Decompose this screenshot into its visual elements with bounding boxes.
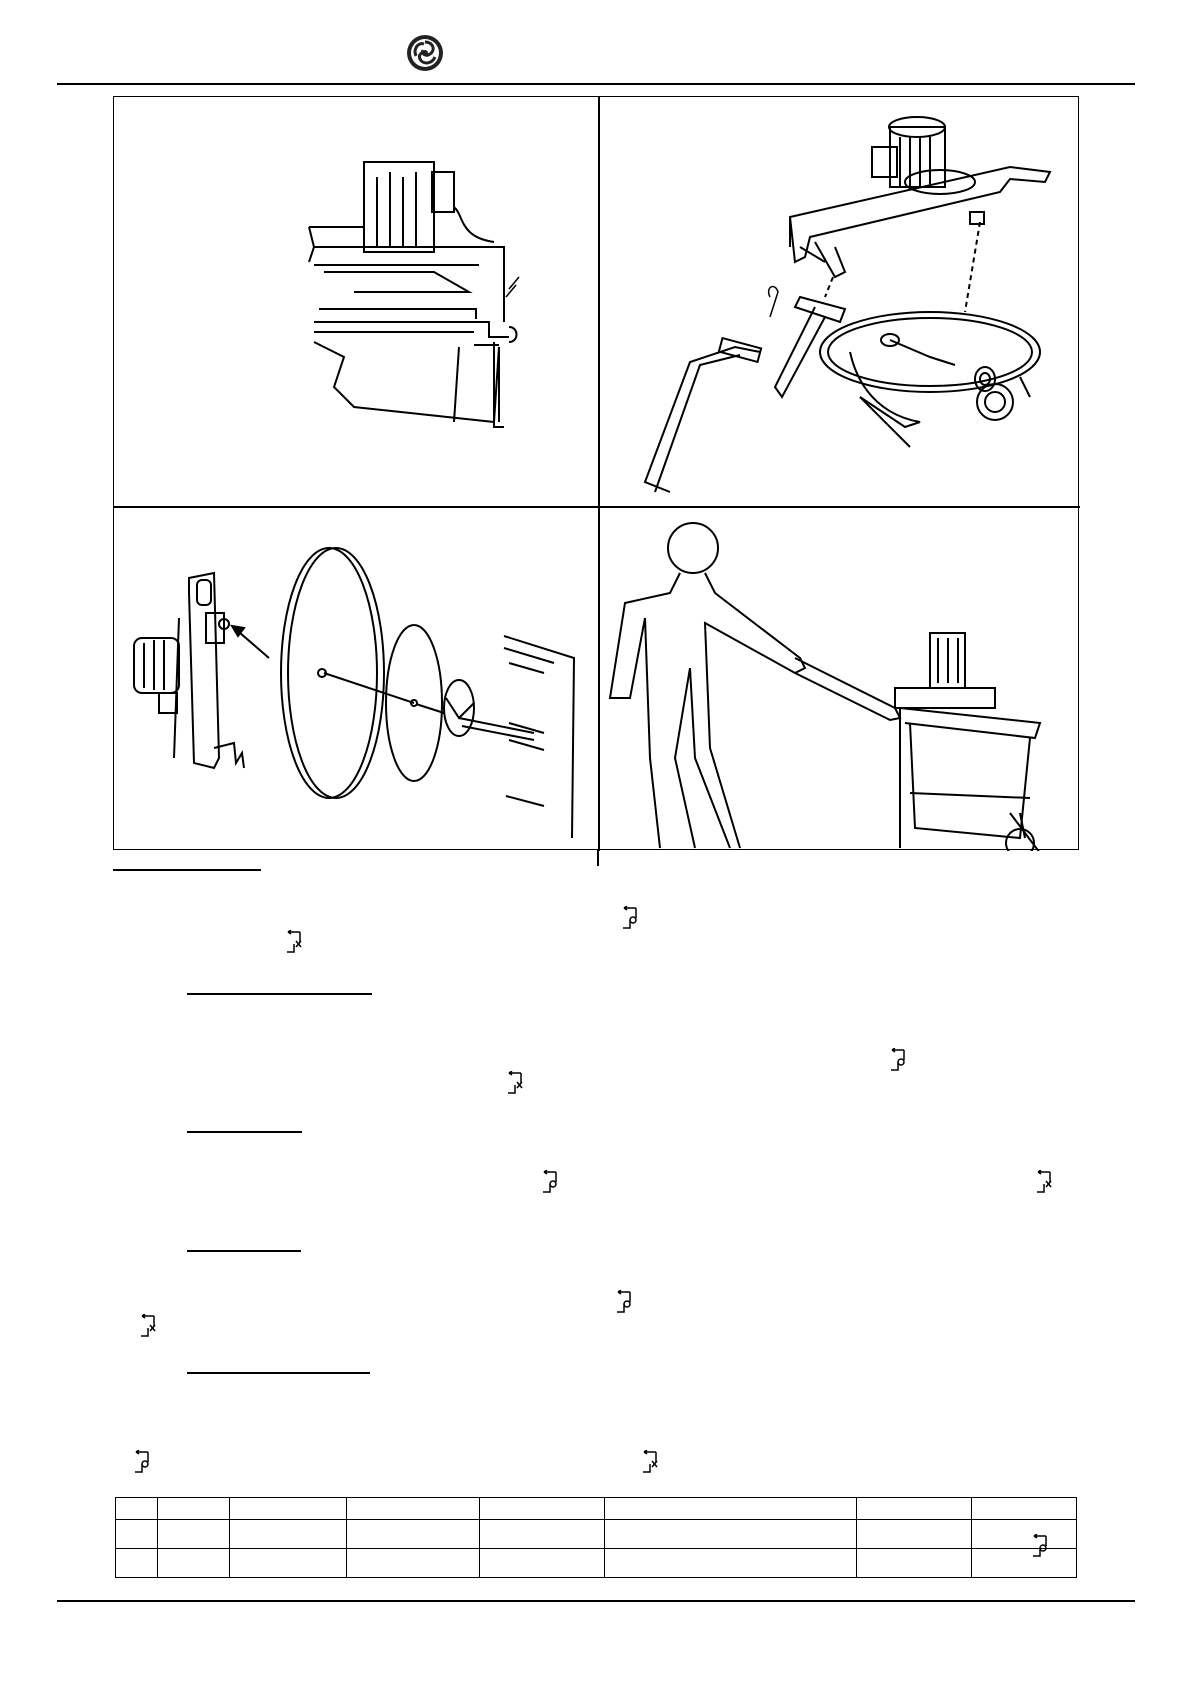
table-cell bbox=[346, 1549, 479, 1578]
table-cell bbox=[116, 1549, 158, 1578]
table-row bbox=[116, 1498, 1077, 1520]
table-cell bbox=[479, 1549, 605, 1578]
rotate-start-icon bbox=[540, 1170, 560, 1194]
rotate-stop-icon bbox=[138, 1314, 158, 1338]
table-cell bbox=[972, 1498, 1077, 1520]
column-divider-tick bbox=[597, 850, 599, 866]
table-cell bbox=[229, 1520, 346, 1549]
table-cell bbox=[972, 1549, 1077, 1578]
rotate-start-icon bbox=[620, 906, 640, 930]
footer-rule bbox=[57, 1600, 1135, 1602]
table-cell bbox=[157, 1498, 229, 1520]
table-cell bbox=[605, 1549, 857, 1578]
section-heading-underline bbox=[113, 869, 261, 871]
figure-grid bbox=[113, 96, 1079, 850]
figure-lid-latch-detail bbox=[114, 97, 598, 506]
table-cell bbox=[157, 1520, 229, 1549]
rotate-stop-icon bbox=[284, 930, 304, 954]
table-cell bbox=[605, 1520, 857, 1549]
rotate-stop-icon bbox=[1034, 1170, 1054, 1194]
company-logo-icon bbox=[406, 34, 444, 72]
spec-table bbox=[115, 1497, 1077, 1578]
rotate-start-icon bbox=[614, 1290, 634, 1314]
table-cell bbox=[116, 1520, 158, 1549]
rotate-stop-icon bbox=[640, 1450, 660, 1474]
table-cell bbox=[857, 1549, 972, 1578]
rotate-start-icon bbox=[1030, 1534, 1050, 1558]
subheading-underline-3 bbox=[187, 1250, 301, 1252]
table-row bbox=[116, 1549, 1077, 1578]
table-cell bbox=[157, 1549, 229, 1578]
table-cell bbox=[346, 1520, 479, 1549]
table-cell bbox=[605, 1498, 857, 1520]
subheading-underline-2 bbox=[187, 1131, 302, 1133]
subheading-underline-4 bbox=[187, 1372, 370, 1374]
table-cell bbox=[857, 1520, 972, 1549]
figure-operator-tilting-mixer bbox=[600, 508, 1080, 851]
figure-remove-motor-cover bbox=[600, 97, 1080, 506]
table-cell-start-symbol bbox=[972, 1520, 1077, 1549]
table-cell bbox=[479, 1520, 605, 1549]
table-cell bbox=[346, 1498, 479, 1520]
figure-drum-disassembly bbox=[114, 508, 598, 851]
rotate-start-icon bbox=[132, 1450, 152, 1474]
header-rule bbox=[57, 83, 1135, 85]
table-cell bbox=[229, 1549, 346, 1578]
rotate-start-icon bbox=[888, 1048, 908, 1072]
subheading-underline-1 bbox=[187, 993, 372, 995]
table-cell bbox=[479, 1498, 605, 1520]
table-cell bbox=[229, 1498, 346, 1520]
table-cell bbox=[116, 1498, 158, 1520]
rotate-stop-icon bbox=[505, 1071, 525, 1095]
table-cell bbox=[857, 1498, 972, 1520]
table-row bbox=[116, 1520, 1077, 1549]
